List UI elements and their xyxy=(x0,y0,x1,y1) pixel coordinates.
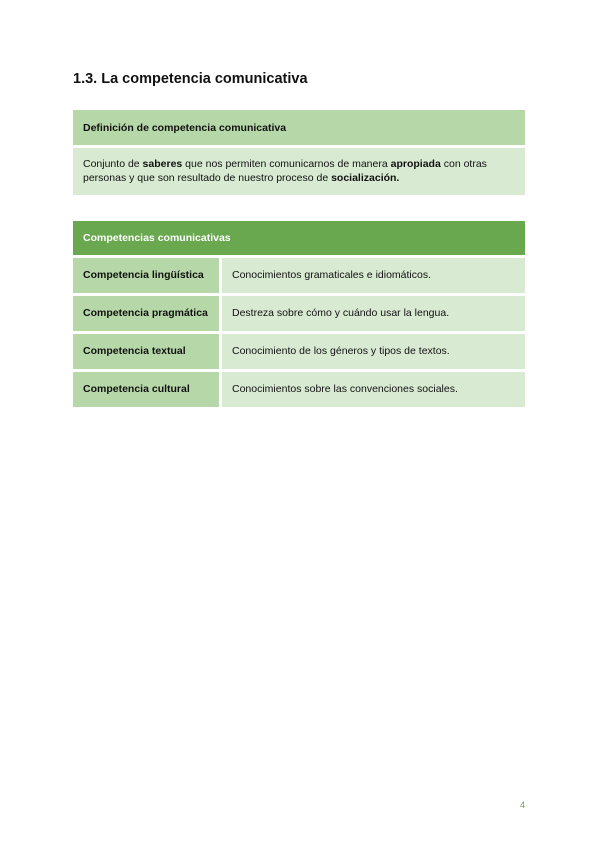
competencia-description: Conocimientos gramaticales e idiomáticos. xyxy=(222,258,525,293)
competencia-description: Conocimientos sobre las convenciones sociales. xyxy=(222,372,525,407)
competencia-description: Destreza sobre cómo y cuándo usar la lengua. xyxy=(222,296,525,331)
definition-text: Conjunto de xyxy=(83,158,143,170)
definition-box xyxy=(73,110,525,195)
definition-text: con otras personas y que son resultado de nuestro proceso de xyxy=(83,158,487,184)
competencia-name: Competencia cultural xyxy=(73,372,219,407)
definition-bold-term: apropiada xyxy=(390,158,441,170)
definition-text: que nos permiten comunicarnos de manera xyxy=(182,158,391,170)
competencias-table xyxy=(73,221,525,407)
page-number: 4 xyxy=(520,800,526,810)
section-title: 1.3. La competencia comunicativa xyxy=(73,71,308,87)
definition-bold-term: saberes xyxy=(142,158,183,170)
competencia-name: Competencia textual xyxy=(73,334,219,369)
definition-body xyxy=(73,148,525,195)
competencia-description: Conocimiento de los géneros y tipos de textos. xyxy=(222,334,525,369)
definition-header: Definición de competencia comunicativa xyxy=(73,110,525,145)
table-row xyxy=(73,372,525,407)
competencias-header: Competencias comunicativas xyxy=(73,221,525,255)
definition-bold-term: socialización. xyxy=(331,172,400,184)
competencia-name: Competencia pragmática xyxy=(73,296,219,331)
table-row xyxy=(73,296,525,331)
competencia-name: Competencia lingüística xyxy=(73,258,219,293)
table-row xyxy=(73,258,525,293)
table-row xyxy=(73,334,525,369)
